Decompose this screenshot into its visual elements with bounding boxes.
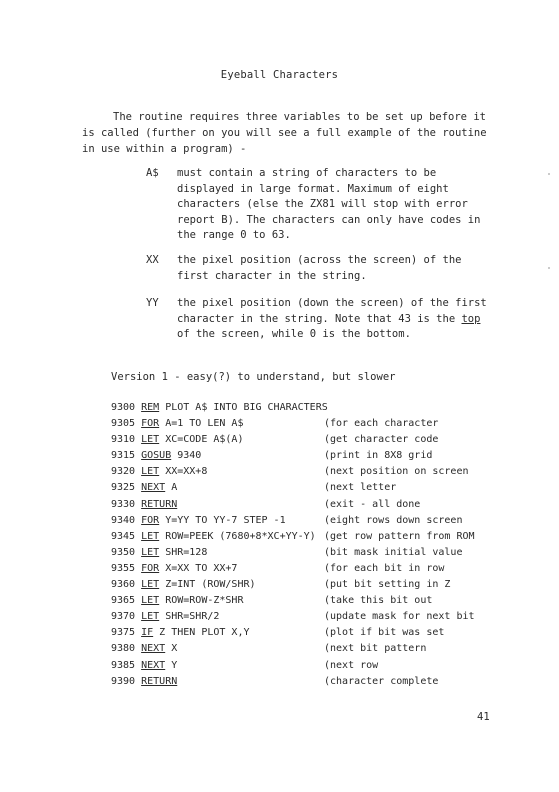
basic-keyword: RETURN [141, 675, 178, 687]
line-number: 9315 [111, 450, 142, 462]
code-comment: (next letter [324, 482, 397, 494]
code-comment: (for each bit in row [324, 562, 445, 574]
line-number: 9305 [111, 418, 142, 430]
line-number: 9350 [111, 546, 142, 558]
statement-args: X=XX TO XX+7 [159, 562, 238, 574]
line-number: 9365 [111, 595, 142, 607]
code-statement [111, 402, 328, 413]
code-comment: (print in 8X8 grid [324, 450, 433, 462]
code-line [111, 482, 511, 498]
code-statement [111, 547, 207, 558]
code-statement [111, 515, 286, 526]
basic-keyword: LET [141, 579, 160, 591]
statement-args: X [165, 643, 178, 655]
basic-keyword: REM [141, 402, 160, 413]
line-number: 9300 [111, 402, 142, 413]
statement-args: XC=CODE A$(A) [159, 434, 244, 446]
definition-line: of the screen, while 0 is the bottom. [177, 328, 411, 340]
definition-line: must contain a string of characters to be [177, 167, 437, 179]
code-comment: (character complete [324, 675, 439, 687]
page-title: Eyeball Characters [220, 69, 339, 81]
code-statement [111, 466, 207, 477]
intro-line-1: The routine requires three variables to be set up before it [113, 111, 486, 123]
line-number: 9325 [111, 482, 142, 494]
intro-line-2: is called (further on you will see a full example of the routine [82, 127, 487, 139]
statement-args: SHR=SHR/2 [159, 611, 220, 623]
code-line [111, 660, 511, 676]
line-number: 9360 [111, 579, 142, 591]
code-comment: (bit mask initial value [324, 546, 463, 558]
code-comment: (update mask for next bit [324, 611, 475, 623]
line-number: 9320 [111, 466, 142, 478]
basic-keyword: LET [141, 595, 160, 607]
code-line [111, 466, 511, 482]
code-statement [111, 627, 249, 638]
code-line [111, 676, 511, 692]
code-comment: (take this bit out [324, 595, 433, 607]
statement-args: Z THEN PLOT X,Y [153, 627, 250, 639]
definition-line: the range 0 to 63. [177, 229, 291, 241]
code-comment: (plot if bit was set [324, 627, 445, 639]
definition-text [177, 296, 499, 343]
scan-speck [548, 173, 550, 175]
code-line [111, 547, 511, 563]
code-line [111, 434, 511, 450]
definition-line: displayed in large format. Maximum of eight [177, 182, 449, 195]
code-line [111, 627, 511, 643]
line-number: 9390 [111, 675, 142, 687]
definition-line: first character in the string. [177, 269, 367, 282]
basic-keyword: NEXT [141, 643, 166, 655]
code-statement [111, 660, 177, 671]
definition-line: report B). The characters can only have codes in [177, 213, 481, 226]
code-comment: (next row [324, 659, 379, 671]
code-line [111, 643, 511, 659]
basic-keyword: FOR [141, 514, 160, 526]
code-comment: (next bit pattern [324, 643, 427, 655]
code-comment: (eight rows down screen [324, 514, 463, 526]
underlined-word: top [461, 312, 481, 325]
version-heading: Version 1 - easy(?) to understand, but slower [111, 371, 396, 383]
code-statement [111, 611, 219, 622]
code-comment: (put bit setting in Z [324, 579, 451, 591]
code-comment: (get character code [324, 434, 439, 446]
basic-keyword: NEXT [141, 482, 166, 494]
code-statement [111, 595, 243, 606]
code-comment: (get row pattern from ROM [324, 530, 475, 542]
line-number: 9375 [111, 627, 142, 639]
code-comment: (next position on screen [324, 466, 469, 478]
code-line [111, 402, 511, 418]
basic-keyword: IF [141, 627, 154, 639]
line-number: 9345 [111, 530, 142, 542]
line-number: 9310 [111, 434, 142, 446]
line-number: 9340 [111, 514, 142, 526]
statement-args: Z=INT (ROW/SHR) [159, 579, 256, 591]
statement-args: A [165, 482, 178, 494]
basic-keyword: GOSUB [141, 450, 172, 462]
code-statement [111, 482, 177, 493]
page-number: 41 [477, 711, 490, 723]
definition-text [177, 253, 499, 284]
line-number: 9380 [111, 643, 142, 655]
code-comment: (exit - all done [324, 498, 421, 510]
basic-keyword: LET [141, 546, 160, 558]
definition-term: A$ [146, 167, 159, 179]
definition-line: character in the string. Note that 43 is the top [177, 312, 481, 325]
definition-term: YY [146, 297, 159, 309]
scan-speck [548, 267, 550, 269]
intro-paragraph [82, 109, 502, 157]
statement-args: PLOT A$ INTO BIG CHARACTERS [159, 402, 328, 413]
statement-args: Y=YY TO YY-7 STEP -1 [159, 514, 286, 526]
code-comment: (for each character [324, 418, 439, 430]
code-statement [111, 676, 177, 687]
basic-keyword: FOR [141, 562, 160, 574]
basic-keyword: LET [141, 611, 160, 623]
statement-args: ROW=ROW-Z*SHR [159, 595, 244, 607]
basic-keyword: FOR [141, 418, 160, 430]
code-listing [111, 402, 511, 692]
code-statement [111, 450, 201, 461]
code-line [111, 563, 511, 579]
code-statement [111, 579, 256, 590]
code-line [111, 531, 511, 547]
definition-line: the pixel position (across the screen) of the [177, 254, 462, 266]
statement-args: 9340 [171, 450, 202, 462]
code-statement [111, 418, 243, 429]
intro-line-3: in use within a program) - [82, 143, 247, 155]
code-statement [111, 531, 316, 542]
code-line [111, 499, 511, 515]
code-statement [111, 434, 243, 445]
line-number: 9355 [111, 562, 142, 574]
code-line [111, 515, 511, 531]
line-number: 9370 [111, 611, 142, 623]
definition-term: XX [146, 254, 159, 266]
code-line [111, 450, 511, 466]
definition-text [177, 166, 499, 244]
code-statement [111, 643, 177, 654]
code-statement [111, 563, 237, 574]
statement-args: Y [165, 659, 178, 671]
code-line [111, 418, 511, 434]
basic-keyword: NEXT [141, 659, 166, 671]
statement-args: ROW=PEEK (7680+8*XC+YY-Y) [159, 530, 316, 542]
basic-keyword: RETURN [141, 498, 178, 510]
statement-args: SHR=128 [159, 546, 208, 558]
line-number: 9330 [111, 498, 142, 510]
basic-keyword: LET [141, 434, 160, 446]
basic-keyword: LET [141, 530, 160, 542]
code-statement [111, 499, 177, 510]
code-line [111, 611, 511, 627]
definition-line: the pixel position (down the screen) of the first [177, 297, 487, 309]
line-number: 9385 [111, 659, 142, 671]
code-line [111, 595, 511, 611]
statement-args: A=1 TO LEN A$ [159, 418, 244, 430]
code-line [111, 579, 511, 595]
basic-keyword: LET [141, 466, 160, 478]
statement-args: XX=XX+8 [159, 466, 208, 478]
definition-line: characters (else the ZX81 will stop with error [177, 198, 468, 210]
